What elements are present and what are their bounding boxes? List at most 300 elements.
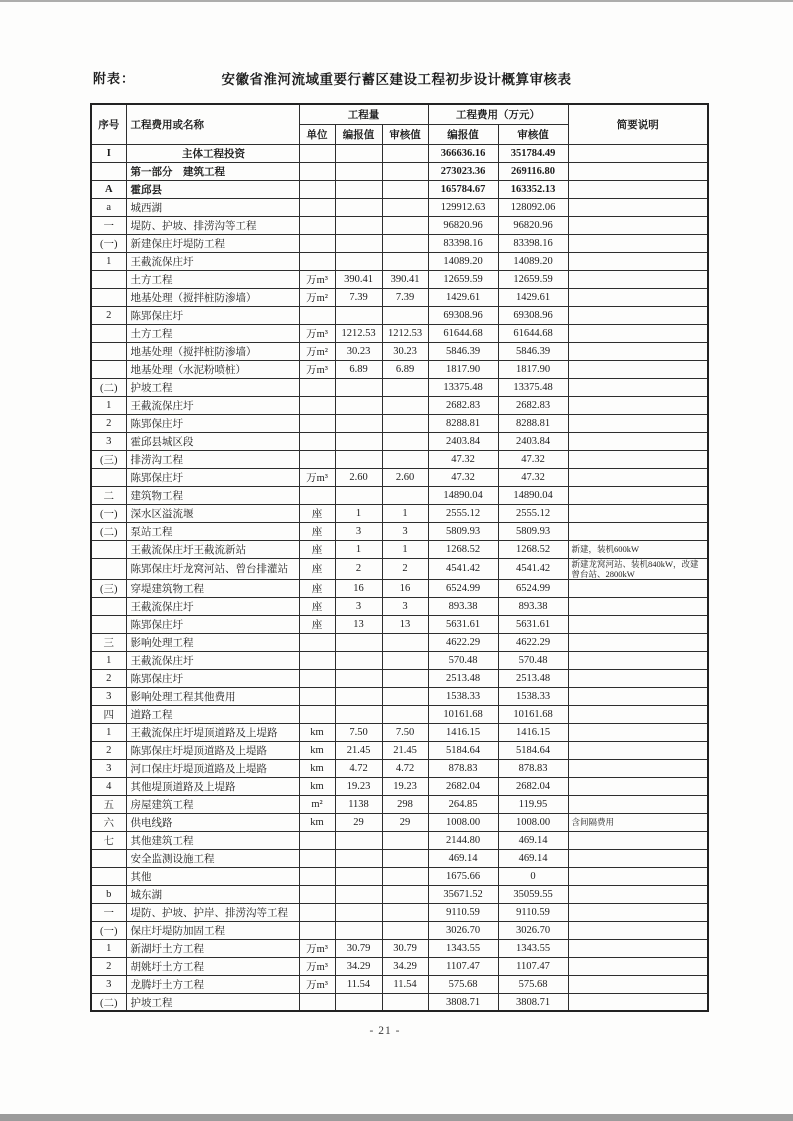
cell-cost-reviewed: 9110.59 [498, 903, 568, 921]
cell-name: 穿堤建筑物工程 [126, 579, 299, 597]
cell-qty-reviewed [382, 198, 428, 216]
cell-remark [568, 687, 708, 705]
table-row [91, 198, 708, 216]
cell-unit [299, 867, 335, 885]
cell-qty-reviewed [382, 993, 428, 1011]
cell-cost-reviewed: 14890.04 [498, 486, 568, 504]
cell-cost-reported: 2682.83 [428, 396, 498, 414]
table-row [91, 723, 708, 741]
cell-name: 土方工程 [126, 324, 299, 342]
cell-cost-reported: 5846.39 [428, 342, 498, 360]
cell-cost-reviewed: 1008.00 [498, 813, 568, 831]
cell-name: 龙腾圩土方工程 [126, 975, 299, 993]
cell-unit: 万m³ [299, 270, 335, 288]
cell-qty-reviewed: 3 [382, 522, 428, 540]
cell-name: 城西湖 [126, 198, 299, 216]
cell-qty-reported: 2.60 [335, 468, 382, 486]
cell-name: 道路工程 [126, 705, 299, 723]
col-header-cost-reviewed: 审核值 [498, 124, 568, 144]
cell-remark [568, 360, 708, 378]
cell-serial: 三 [91, 633, 126, 651]
table-row [91, 975, 708, 993]
cell-cost-reviewed: 5846.39 [498, 342, 568, 360]
cell-cost-reported: 47.32 [428, 468, 498, 486]
table-row [91, 957, 708, 975]
cell-cost-reported: 2403.84 [428, 432, 498, 450]
cell-serial: 3 [91, 687, 126, 705]
cell-serial: I [91, 144, 126, 162]
cell-cost-reported: 35671.52 [428, 885, 498, 903]
cell-qty-reported [335, 252, 382, 270]
table-row [91, 234, 708, 252]
cell-serial: A [91, 180, 126, 198]
cell-qty-reviewed: 16 [382, 579, 428, 597]
cell-qty-reported: 6.89 [335, 360, 382, 378]
cell-cost-reported: 96820.96 [428, 216, 498, 234]
cell-name: 其他堤顶道路及上堤路 [126, 777, 299, 795]
cell-remark [568, 741, 708, 759]
cell-cost-reported: 5184.64 [428, 741, 498, 759]
cell-remark [568, 432, 708, 450]
cell-serial: a [91, 198, 126, 216]
cell-serial [91, 597, 126, 615]
cell-cost-reported: 4541.42 [428, 558, 498, 579]
cell-serial: 3 [91, 432, 126, 450]
cell-unit [299, 198, 335, 216]
table-row [91, 777, 708, 795]
cell-qty-reported [335, 903, 382, 921]
cell-qty-reported [335, 831, 382, 849]
cell-qty-reviewed: 298 [382, 795, 428, 813]
cell-cost-reviewed: 163352.13 [498, 180, 568, 198]
cell-cost-reviewed: 2682.04 [498, 777, 568, 795]
cell-qty-reported: 34.29 [335, 957, 382, 975]
cell-name: 王截流保庄圩 [126, 396, 299, 414]
cell-qty-reported [335, 669, 382, 687]
cell-unit [299, 849, 335, 867]
cell-qty-reviewed [382, 162, 428, 180]
cell-cost-reviewed: 1343.55 [498, 939, 568, 957]
cell-remark [568, 723, 708, 741]
estimate-table [90, 103, 709, 1012]
cell-qty-reported [335, 867, 382, 885]
table-row [91, 144, 708, 162]
cell-serial: 2 [91, 741, 126, 759]
cell-qty-reported: 13 [335, 615, 382, 633]
cell-cost-reviewed: 570.48 [498, 651, 568, 669]
table-row [91, 687, 708, 705]
cell-name: 胡姚圩土方工程 [126, 957, 299, 975]
table-row [91, 324, 708, 342]
cell-name: 主体工程投资 [126, 144, 299, 162]
cell-name: 护坡工程 [126, 378, 299, 396]
cell-qty-reported [335, 486, 382, 504]
cell-qty-reported [335, 633, 382, 651]
cell-remark [568, 867, 708, 885]
cell-cost-reported: 83398.16 [428, 234, 498, 252]
cell-serial [91, 615, 126, 633]
cell-name: 霍邱县 [126, 180, 299, 198]
table-row [91, 615, 708, 633]
cell-qty-reported: 390.41 [335, 270, 382, 288]
cell-remark [568, 342, 708, 360]
cell-unit: 万m³ [299, 360, 335, 378]
cell-qty-reported: 3 [335, 597, 382, 615]
cell-cost-reviewed: 12659.59 [498, 270, 568, 288]
table-row [91, 252, 708, 270]
cell-qty-reviewed [382, 252, 428, 270]
cell-name: 新湖圩土方工程 [126, 939, 299, 957]
cell-serial: b [91, 885, 126, 903]
cell-remark [568, 216, 708, 234]
cell-qty-reported [335, 849, 382, 867]
table-header [91, 104, 708, 144]
cell-name: 其他建筑工程 [126, 831, 299, 849]
cell-cost-reviewed: 128092.06 [498, 198, 568, 216]
cell-qty-reported: 21.45 [335, 741, 382, 759]
table-row [91, 939, 708, 957]
cell-name: 王截流保庄圩堤顶道路及上堤路 [126, 723, 299, 741]
cell-qty-reported [335, 144, 382, 162]
cell-cost-reviewed: 469.14 [498, 849, 568, 867]
cell-cost-reported: 10161.68 [428, 705, 498, 723]
cell-serial [91, 558, 126, 579]
cell-qty-reported: 11.54 [335, 975, 382, 993]
cell-name: 陈郢保庄圩龙窝河站、曾台排灌站 [126, 558, 299, 579]
cell-name: 陈郢保庄圩 [126, 468, 299, 486]
cell-unit [299, 180, 335, 198]
table-row [91, 903, 708, 921]
cell-qty-reviewed [382, 216, 428, 234]
cell-remark [568, 270, 708, 288]
cell-remark [568, 234, 708, 252]
cell-serial: 1 [91, 939, 126, 957]
cell-qty-reviewed: 2 [382, 558, 428, 579]
cell-unit [299, 414, 335, 432]
table-row [91, 867, 708, 885]
cell-unit: 万m³ [299, 468, 335, 486]
cell-remark: 新建，装机600kW [568, 540, 708, 558]
cell-serial: 1 [91, 723, 126, 741]
cell-cost-reviewed: 83398.16 [498, 234, 568, 252]
cell-name: 王截流保庄圩 [126, 651, 299, 669]
cell-qty-reported: 3 [335, 522, 382, 540]
cell-serial [91, 342, 126, 360]
cell-qty-reported [335, 450, 382, 468]
cell-cost-reviewed: 5184.64 [498, 741, 568, 759]
cell-unit [299, 669, 335, 687]
cell-serial [91, 849, 126, 867]
cell-cost-reported: 273023.36 [428, 162, 498, 180]
cell-serial: 1 [91, 252, 126, 270]
cell-qty-reported: 16 [335, 579, 382, 597]
cell-qty-reviewed: 7.50 [382, 723, 428, 741]
cell-cost-reported: 2513.48 [428, 669, 498, 687]
cell-qty-reported: 4.72 [335, 759, 382, 777]
table-row [91, 651, 708, 669]
cell-qty-reviewed [382, 144, 428, 162]
cell-serial: (二) [91, 378, 126, 396]
cell-name: 城东湖 [126, 885, 299, 903]
cell-remark [568, 975, 708, 993]
col-header-cost-reported: 编报值 [428, 124, 498, 144]
cell-serial: (一) [91, 921, 126, 939]
table-row [91, 504, 708, 522]
cell-remark [568, 450, 708, 468]
cell-name: 陈郢保庄圩堤顶道路及上堤路 [126, 741, 299, 759]
cell-cost-reviewed: 6524.99 [498, 579, 568, 597]
cell-name: 王截流保庄圩 [126, 252, 299, 270]
cell-cost-reported: 1268.52 [428, 540, 498, 558]
table-row [91, 741, 708, 759]
cell-cost-reported: 5809.93 [428, 522, 498, 540]
cell-qty-reported: 29 [335, 813, 382, 831]
table-row [91, 831, 708, 849]
cell-qty-reported [335, 921, 382, 939]
cell-remark [568, 198, 708, 216]
cell-qty-reviewed [382, 450, 428, 468]
cell-qty-reviewed: 30.79 [382, 939, 428, 957]
cell-serial: 2 [91, 414, 126, 432]
cell-cost-reviewed: 1268.52 [498, 540, 568, 558]
cell-qty-reviewed [382, 687, 428, 705]
cell-qty-reviewed [382, 378, 428, 396]
table-row [91, 306, 708, 324]
cell-qty-reported [335, 180, 382, 198]
cell-serial: 3 [91, 975, 126, 993]
cell-cost-reviewed: 1107.47 [498, 957, 568, 975]
cell-qty-reviewed [382, 867, 428, 885]
cell-cost-reported: 14890.04 [428, 486, 498, 504]
table-row [91, 540, 708, 558]
cell-serial: 四 [91, 705, 126, 723]
cell-qty-reported [335, 993, 382, 1011]
cell-cost-reported: 878.83 [428, 759, 498, 777]
cell-name: 土方工程 [126, 270, 299, 288]
cell-name: 王截流保庄圩王截流新站 [126, 540, 299, 558]
cell-unit: 万m² [299, 288, 335, 306]
cell-unit: km [299, 759, 335, 777]
cell-qty-reviewed: 3 [382, 597, 428, 615]
cell-unit: 万m³ [299, 939, 335, 957]
cell-cost-reported: 1008.00 [428, 813, 498, 831]
table-row [91, 270, 708, 288]
cell-qty-reviewed: 1212.53 [382, 324, 428, 342]
cell-remark [568, 957, 708, 975]
cell-unit [299, 633, 335, 651]
cell-remark [568, 705, 708, 723]
cell-cost-reported: 8288.81 [428, 414, 498, 432]
table-row [91, 378, 708, 396]
cell-cost-reviewed: 47.32 [498, 468, 568, 486]
cell-qty-reviewed: 4.72 [382, 759, 428, 777]
cell-remark [568, 939, 708, 957]
cell-serial: 1 [91, 651, 126, 669]
col-header-qty-reported: 编报值 [335, 124, 382, 144]
cell-cost-reviewed: 119.95 [498, 795, 568, 813]
cell-unit: 座 [299, 540, 335, 558]
cell-name: 泵站工程 [126, 522, 299, 540]
cell-name: 其他 [126, 867, 299, 885]
cell-qty-reported: 2 [335, 558, 382, 579]
cell-qty-reported [335, 687, 382, 705]
cell-unit: km [299, 777, 335, 795]
cell-serial: 3 [91, 759, 126, 777]
cell-serial [91, 324, 126, 342]
cell-remark: 含间隔费用 [568, 813, 708, 831]
table-row [91, 450, 708, 468]
cell-qty-reported [335, 432, 382, 450]
table-row [91, 216, 708, 234]
cell-unit [299, 831, 335, 849]
cell-cost-reviewed: 14089.20 [498, 252, 568, 270]
cell-serial: (一) [91, 234, 126, 252]
cell-cost-reviewed: 8288.81 [498, 414, 568, 432]
cell-cost-reported: 2555.12 [428, 504, 498, 522]
header-row-1 [91, 104, 708, 124]
cell-unit: km [299, 741, 335, 759]
cell-remark [568, 795, 708, 813]
cell-unit [299, 144, 335, 162]
cell-name: 地基处理（搅拌桩防渗墙） [126, 342, 299, 360]
cell-name: 堤防、护坡、护岸、排涝沟等工程 [126, 903, 299, 921]
cell-qty-reviewed: 13 [382, 615, 428, 633]
cell-unit [299, 396, 335, 414]
cell-cost-reported: 1107.47 [428, 957, 498, 975]
cell-cost-reviewed: 3808.71 [498, 993, 568, 1011]
cell-cost-reported: 2144.80 [428, 831, 498, 849]
cell-unit: 座 [299, 504, 335, 522]
cell-qty-reviewed: 30.23 [382, 342, 428, 360]
cell-name: 影响处理工程 [126, 633, 299, 651]
table-row [91, 342, 708, 360]
cell-cost-reported: 1675.66 [428, 867, 498, 885]
cell-remark [568, 633, 708, 651]
cell-qty-reviewed [382, 831, 428, 849]
cell-qty-reviewed [382, 234, 428, 252]
cell-qty-reviewed [382, 306, 428, 324]
cell-qty-reported: 1 [335, 504, 382, 522]
cell-unit: 座 [299, 579, 335, 597]
cell-cost-reported: 12659.59 [428, 270, 498, 288]
cell-qty-reviewed: 7.39 [382, 288, 428, 306]
cell-qty-reviewed: 34.29 [382, 957, 428, 975]
cell-serial: (三) [91, 450, 126, 468]
cell-remark [568, 903, 708, 921]
col-header-name: 工程费用或名称 [126, 104, 299, 144]
cell-name: 保庄圩堤防加固工程 [126, 921, 299, 939]
cell-cost-reviewed: 2682.83 [498, 396, 568, 414]
cell-serial [91, 867, 126, 885]
table-row [91, 162, 708, 180]
cell-qty-reviewed [382, 849, 428, 867]
table-row [91, 633, 708, 651]
cell-qty-reviewed: 21.45 [382, 741, 428, 759]
cell-cost-reported: 9110.59 [428, 903, 498, 921]
cell-remark [568, 486, 708, 504]
cell-remark [568, 651, 708, 669]
cell-cost-reviewed: 47.32 [498, 450, 568, 468]
cell-qty-reported: 30.23 [335, 342, 382, 360]
cell-cost-reviewed: 469.14 [498, 831, 568, 849]
col-header-quantity-group: 工程量 [299, 104, 428, 124]
cell-serial: 一 [91, 216, 126, 234]
cell-remark [568, 993, 708, 1011]
cell-name: 排涝沟工程 [126, 450, 299, 468]
cell-serial: 2 [91, 669, 126, 687]
table-row [91, 468, 708, 486]
cell-name: 第一部分 建筑工程 [126, 162, 299, 180]
cell-name: 堤防、护坡、排涝沟等工程 [126, 216, 299, 234]
table-row [91, 795, 708, 813]
cell-unit: 座 [299, 558, 335, 579]
cell-serial: (二) [91, 993, 126, 1011]
cell-unit: 万m² [299, 342, 335, 360]
cell-unit [299, 234, 335, 252]
cell-cost-reviewed: 1817.90 [498, 360, 568, 378]
cell-unit: 座 [299, 522, 335, 540]
cell-serial: (一) [91, 504, 126, 522]
cell-name: 护坡工程 [126, 993, 299, 1011]
cell-unit [299, 705, 335, 723]
cell-cost-reported: 1416.15 [428, 723, 498, 741]
cell-qty-reported [335, 705, 382, 723]
cell-cost-reported: 3808.71 [428, 993, 498, 1011]
table-row [91, 705, 708, 723]
cell-serial: 2 [91, 957, 126, 975]
cell-name: 陈郢保庄圩 [126, 669, 299, 687]
cell-remark [568, 849, 708, 867]
table-row [91, 486, 708, 504]
table-row [91, 885, 708, 903]
col-header-remark: 简要说明 [568, 104, 708, 144]
cell-qty-reported: 19.23 [335, 777, 382, 795]
table-row [91, 921, 708, 939]
cell-qty-reported [335, 378, 382, 396]
page-number: - 21 - [369, 1025, 401, 1037]
cell-remark [568, 759, 708, 777]
cell-qty-reviewed [382, 633, 428, 651]
cell-unit [299, 651, 335, 669]
cell-cost-reported: 69308.96 [428, 306, 498, 324]
cell-qty-reviewed: 1 [382, 504, 428, 522]
cell-qty-reviewed [382, 651, 428, 669]
table-row [91, 360, 708, 378]
cell-cost-reviewed: 575.68 [498, 975, 568, 993]
cell-cost-reported: 264.85 [428, 795, 498, 813]
cell-cost-reviewed: 10161.68 [498, 705, 568, 723]
cell-serial [91, 162, 126, 180]
cell-cost-reviewed: 1429.61 [498, 288, 568, 306]
cell-name: 影响处理工程其他费用 [126, 687, 299, 705]
cell-name: 霍邱县城区段 [126, 432, 299, 450]
table-row [91, 849, 708, 867]
cell-unit [299, 306, 335, 324]
cell-serial: 五 [91, 795, 126, 813]
cell-remark [568, 162, 708, 180]
table-row [91, 669, 708, 687]
table-row [91, 432, 708, 450]
cell-qty-reviewed: 19.23 [382, 777, 428, 795]
cell-qty-reviewed: 11.54 [382, 975, 428, 993]
cell-cost-reviewed: 269116.80 [498, 162, 568, 180]
cell-remark [568, 522, 708, 540]
cell-qty-reported [335, 216, 382, 234]
cell-unit [299, 216, 335, 234]
cell-cost-reviewed: 0 [498, 867, 568, 885]
cell-remark [568, 180, 708, 198]
cell-cost-reviewed: 893.38 [498, 597, 568, 615]
